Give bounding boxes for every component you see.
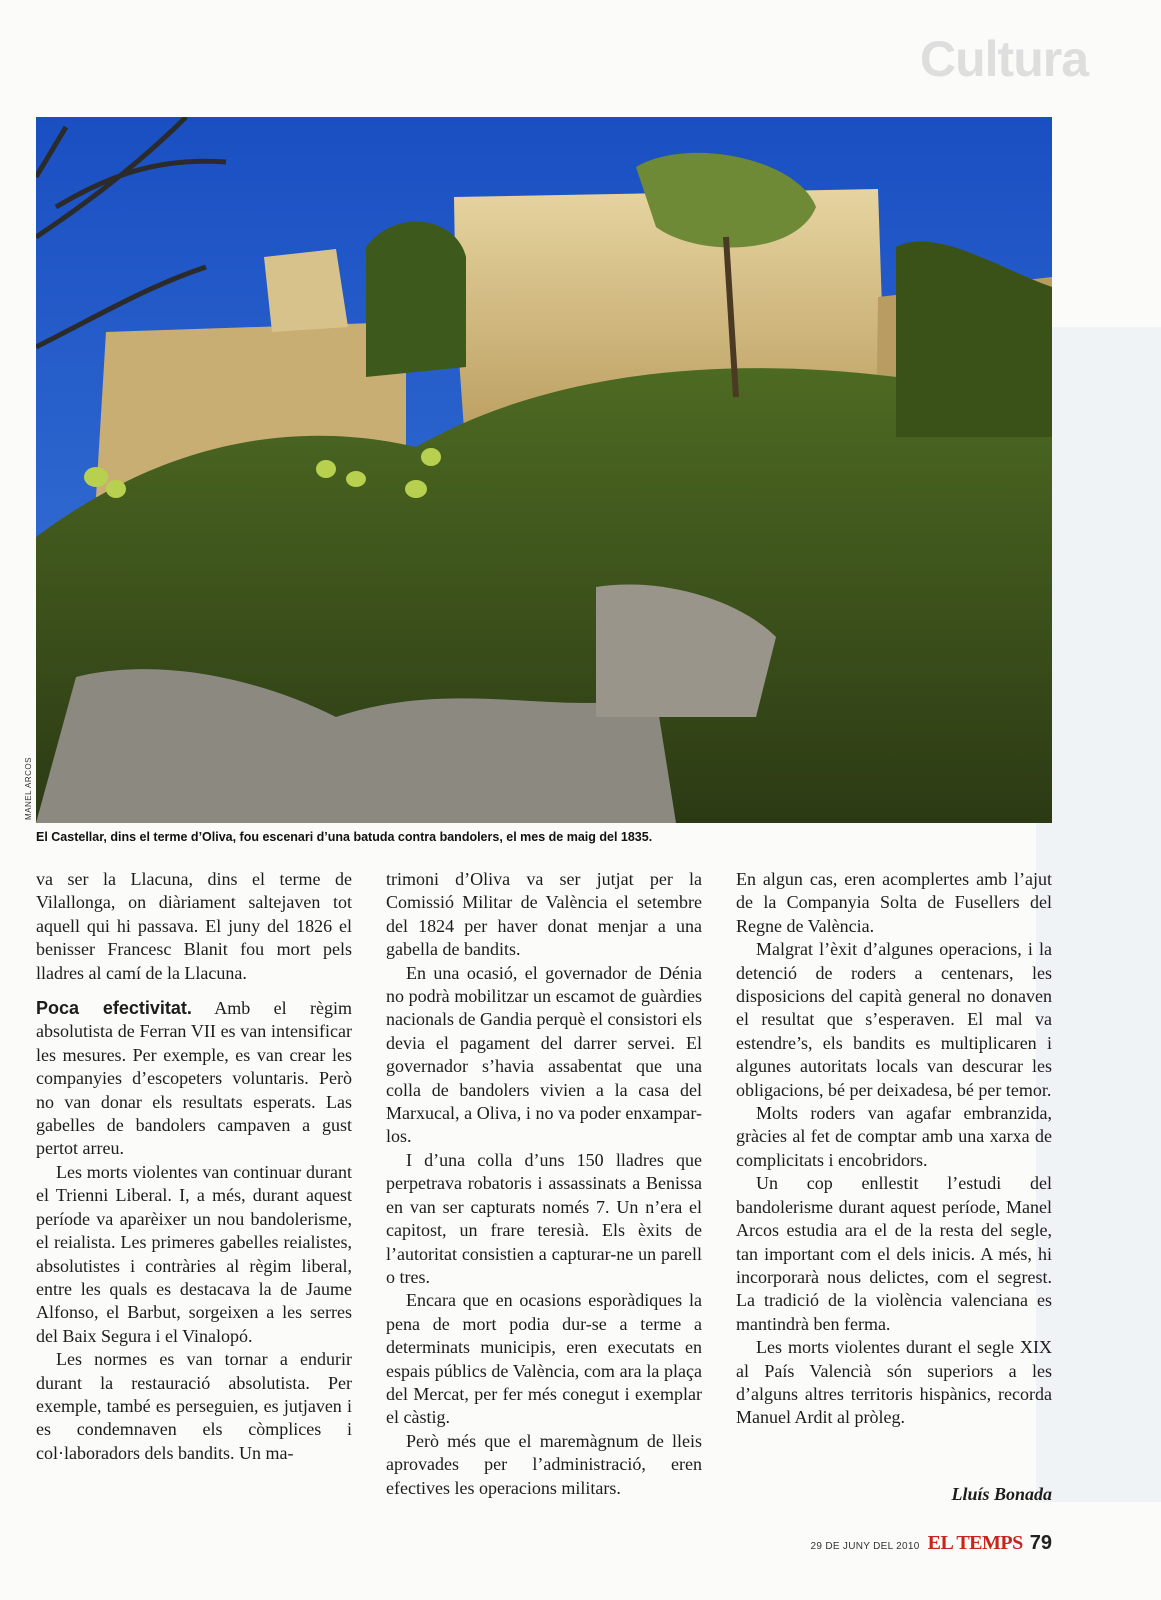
- photo-caption: El Castellar, dins el terme d’Oliva, fou escenari d’una batuda contra bandolers, el mes de maig del 1835.: [36, 830, 653, 844]
- paragraph: va ser la Llacuna, dins el terme de Vilallonga, on diàriament saltejaven tot aquell qui hi passava. El juny del 1826 el benisser Francesc Blanit fou mort pels lladres al camí de la Llacuna.: [36, 869, 352, 983]
- page-footer: [700, 1532, 1052, 1555]
- page-number: 79: [1029, 1532, 1052, 1554]
- section-header: Cultura: [920, 31, 1088, 87]
- article-column-3: [736, 868, 1052, 1430]
- paragraph: Les morts violentes durant el segle XIX al País Valencià són superiors a les d’alguns altres territoris hispànics, recorda Manuel Ardit al pròleg.: [736, 1337, 1052, 1428]
- paragraph: Encara que en ocasions esporàdiques la pena de mort podia dur-se a terme a determinats municipis, eren executats en espais públics de València, com ara la plaça del Mercat, per fer més conegut i exemplar el càstig.: [386, 1290, 702, 1428]
- paragraph: En una ocasió, el governador de Dénia no podrà mobilitzar un escamot de guàrdies nacionals de Gandia perquè el consistori els devia el pagament del darrer servei. El governador s’havia assabentat que una colla de bandolers vivien a la casa del Marxucal, a Oliva, i no va poder enxampar-los.: [386, 962, 702, 1147]
- paragraph: Però més que el maremàgnum de lleis aprovades per l’administració, eren efectives les operacions militars.: [386, 1430, 702, 1498]
- paragraph: Les normes es van tornar a endurir durant la restauració absolutista. Per exemple, també es perseguien, es jutjaven i es condemnaven els còmplices i col·laboradors dels bandits. Un ma-: [36, 1349, 352, 1463]
- article-column-1: [36, 868, 352, 1465]
- paragraph: Malgrat l’èxit d’algunes operacions, i la detenció de roders a centenars, les disposicions del capità general no donaven el resultat que s’esperaven. El mal va estendre’s, els bandits es multiplicaren i algunes autoritats locals van descurar les obligacions, bé per deixadesa, bé per temor.: [736, 939, 1052, 1100]
- paragraph: En algun cas, eren acomplertes amb l’ajut de la Companyia Solta de Fusellers del Regne de València.: [736, 869, 1052, 936]
- paragraph: Un cop enllestit l’estudi del bandolerisme durant aquest període, Manel Arcos estudia ara el de la resta del segle, tan important com el dels inicis. A més, hi incorporarà nous delictes, com el segrest. La tradició de la violència valenciana es mantindrà ben ferma.: [736, 1173, 1052, 1334]
- paragraph-text: Amb el règim absolutista de Ferran VII es van intensificar les mesures. Per exemple, es van crear les companyies d’escopeters voluntaris. Però no van donar els resultats esperats. Las gabelles de bandolers campaven a gust pertot arreu.: [36, 998, 352, 1159]
- paragraph: trimoni d’Oliva va ser jutjat per la Comissió Militar de València el setembre del 1824 per haver donat menjar a una gabella de bandits.: [386, 869, 702, 960]
- subheading: Poca efectivitat.: [36, 998, 192, 1019]
- photo-credit: MANEL ARCOS: [24, 757, 33, 820]
- magazine-brand: EL TEMPS: [927, 1532, 1023, 1554]
- castle-photo: [36, 117, 1052, 823]
- author-byline: Lluís Bonada: [951, 1484, 1052, 1504]
- issue-date: 29 DE JUNY DEL 2010: [810, 1541, 920, 1552]
- paragraph: Les morts violentes van continuar durant el Trienni Liberal. I, a més, durant aquest període va aparèixer un nou bandolerisme, el reialista. Les primeres gabelles reialistes, absolutistes i contràries al règim liberal, entre les quals es destacava la de Jaume Alfonso, el Barbut, sorgeixen a les serres del Baix Segura i el Vinalopó.: [36, 1161, 352, 1346]
- paragraph-lead: [36, 997, 352, 1161]
- background-panel: [1036, 327, 1161, 1502]
- paragraph: I d’una colla d’uns 150 lladres que perpetrava robatoris i assassinats a Benissa en van ser capturats només 7. Un n’era el capitost, un frare teresià. Els èxits de l’autoritat consistien a capturar-ne un parell o tres.: [386, 1149, 702, 1287]
- paragraph: Molts roders van agafar embranzida, gràcies al fet de comptar amb una xarxa de complicitats i encobridors.: [736, 1103, 1052, 1170]
- castle-ruin-photo-icon: [36, 117, 1052, 823]
- article-column-2: [386, 868, 702, 1500]
